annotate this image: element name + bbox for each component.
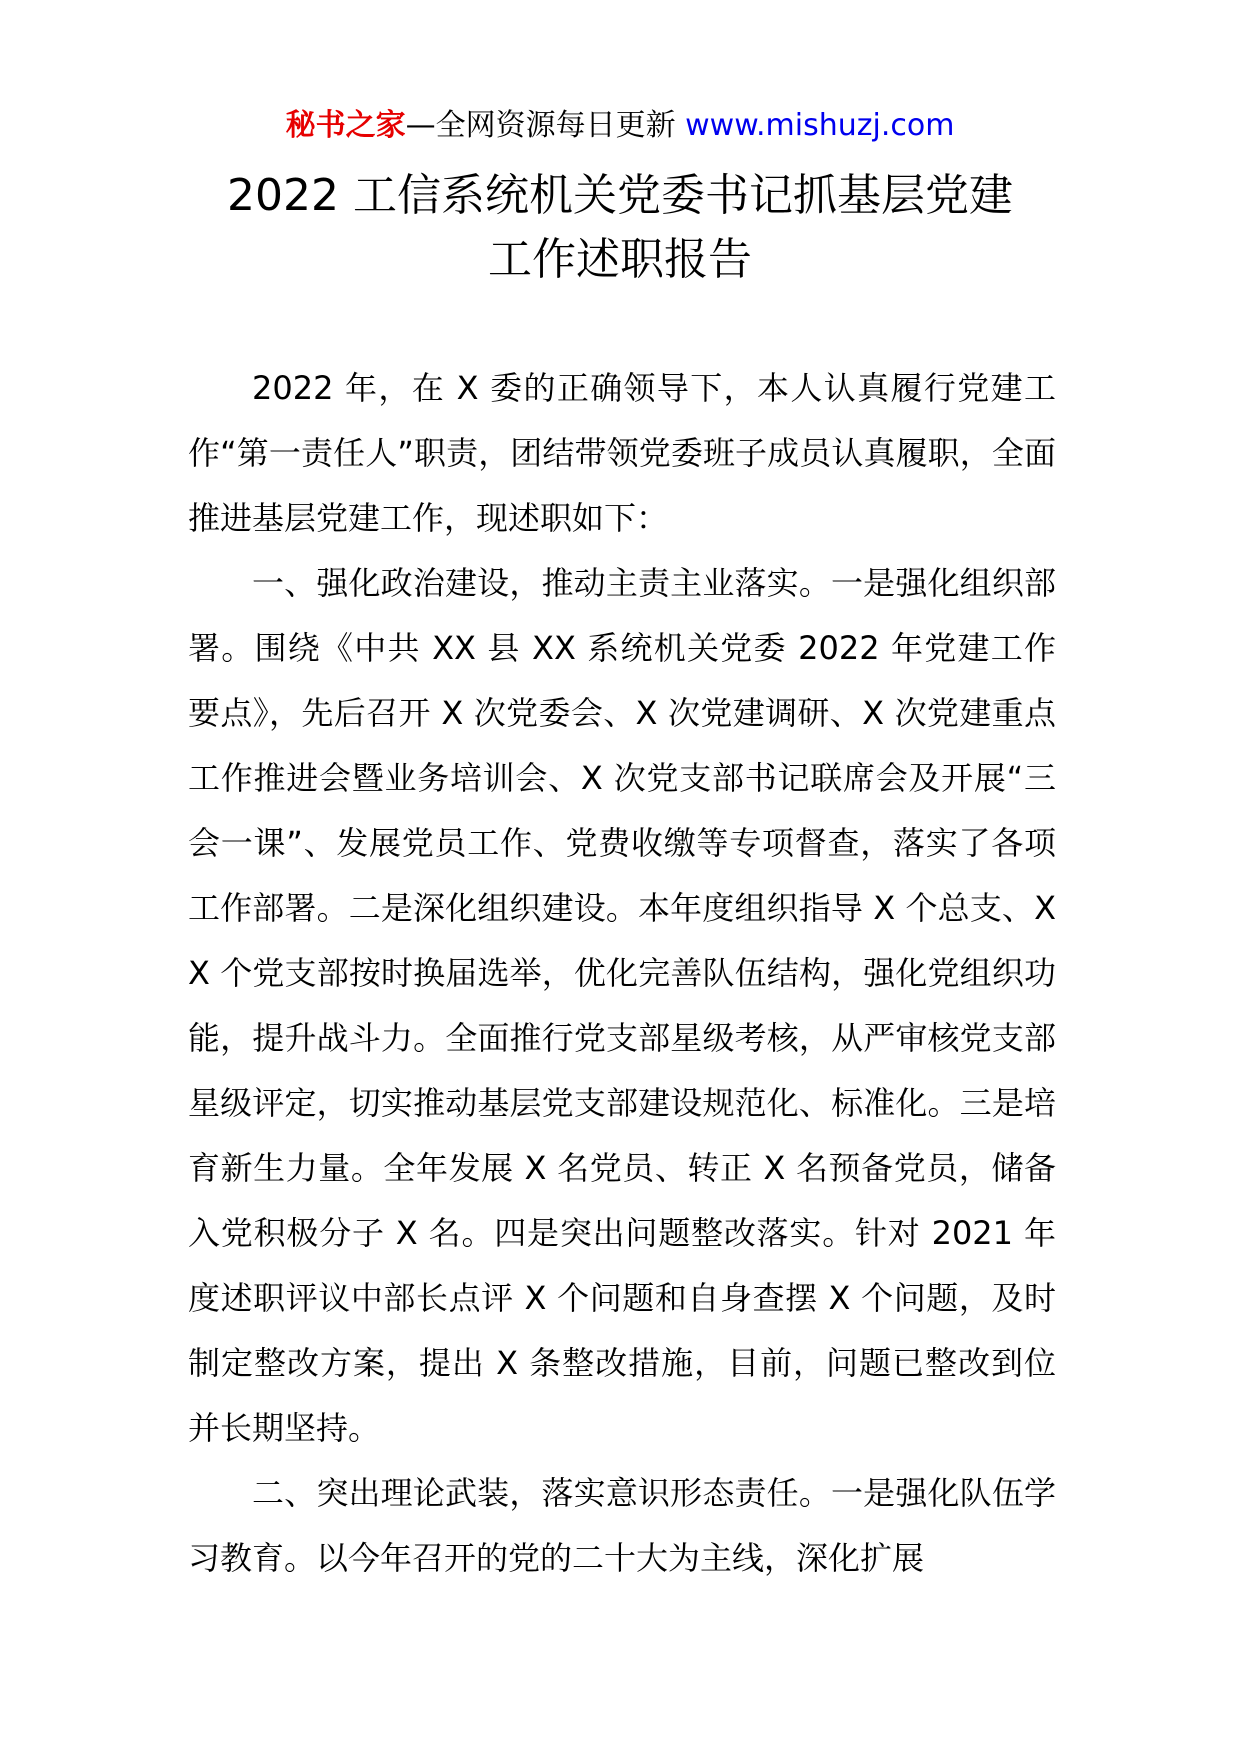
title-line-2: 工作述职报告	[488, 234, 752, 285]
paragraph-intro: 2022 年，在 X 委的正确领导下，本人认真履行党建工作“第一责任人”职责，团结带领党委班子成员认真履职，全面推进基层党建工作，现述职如下：	[188, 369, 1056, 537]
title-line-1: 2022 工信系统机关党委书记抓基层党建	[227, 170, 1013, 221]
site-url-link[interactable]: www.mishuzj.com	[685, 108, 955, 143]
brand-name: 秘书之家	[285, 108, 406, 143]
paragraph-section-1: 一、强化政治建设，推动主责主业落实。一是强化组织部署。围绕《中共 XX 县 XX 系统机关党委 2022 年党建工作要点》，先后召开 X 次党委会、X 次党建调研、X 次党建重点工作推进会暨业务培训会、X 次党支部书记联席会及开展“三会一课”、发展党员工作、党费收缴等专项督查，落实了各项工作部署。二是深化组织建设。本年度组织指导 X 个总支、XX 个党支部按时换届选举，优化完善队伍结构，强化党组织功能，提升战斗力。全面推行党支部星级考核，从严审核党支部星级评定，切实推动基层党支部建设规范化、标准化。三是培育新生力量。全年发展 X 名党员、转正 X 名预备党员，储备入党积极分子 X 名。四是突出问题整改落实。针对 2021 年度述职评议中部长点评 X 个问题和自身查摆 X 个问题，及时制定整改方案，提出 X 条整改措施，目前，问题已整改到位并长期坚持。	[188, 564, 1056, 1447]
document-body	[188, 356, 1056, 1591]
paragraph-section-2: 二、突出理论武装，落实意识形态责任。一是强化队伍学习教育。以今年召开的党的二十大为主线，深化扩展	[188, 1474, 1056, 1577]
header-tagline: —全网资源每日更新	[405, 108, 686, 143]
site-header	[0, 104, 1240, 148]
document-title	[0, 164, 1240, 292]
